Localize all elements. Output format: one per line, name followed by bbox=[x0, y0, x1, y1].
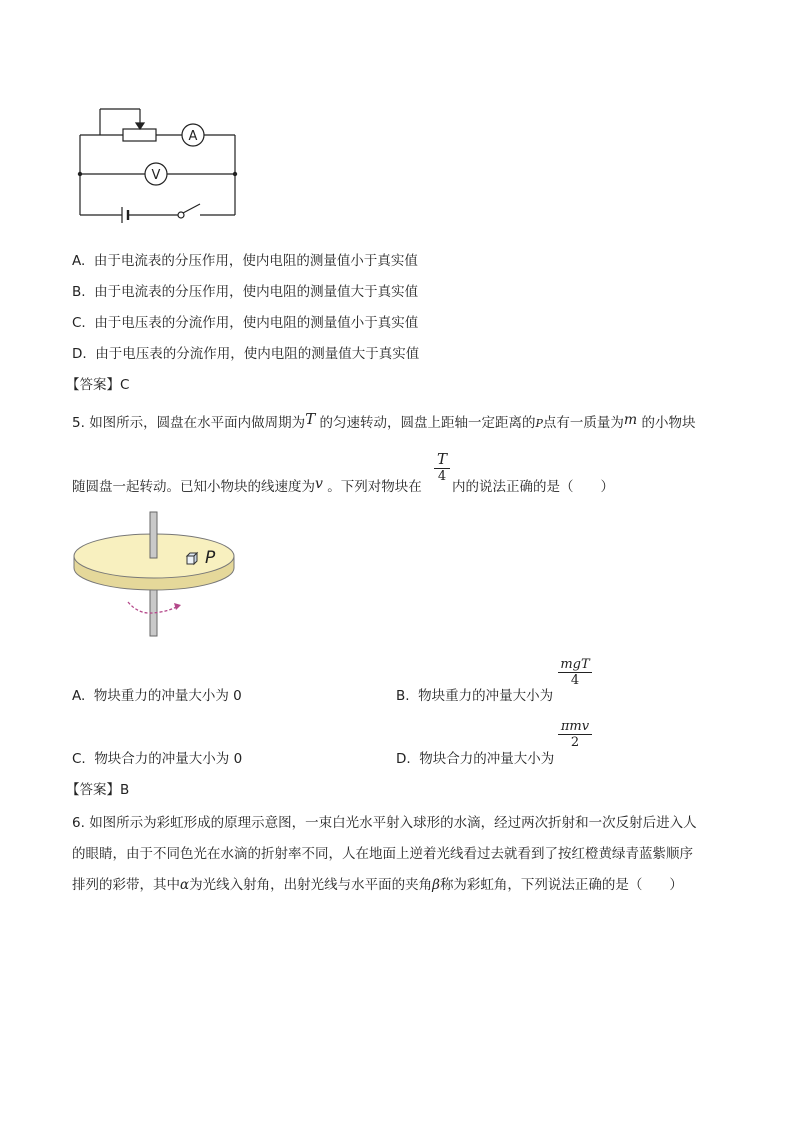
q4-answer: 【答案】C bbox=[66, 377, 130, 393]
q5-option-b: B. 物块重力的冲量大小为 bbox=[396, 688, 554, 704]
svg-text:P: P bbox=[205, 548, 216, 568]
svg-text:V: V bbox=[151, 168, 161, 183]
q5-option-a: A. 物块重力的冲量大小为 0 bbox=[72, 688, 242, 704]
ammeter-symbol bbox=[182, 124, 204, 146]
q4-option-a: A. 由于电流表的分压作用，使内电阻的测量值小于真实值 bbox=[72, 253, 418, 269]
q5-fraction-t-over-4: T 4 bbox=[434, 450, 450, 484]
q5-answer: 【答案】B bbox=[66, 782, 130, 798]
q6-stem-line3: 排列的彩带，其中α为光线入射角，出射光线与水平面的夹角β称为彩虹角，下列说法正确的是（ ） bbox=[72, 877, 683, 893]
q5-option-c: C. 物块合力的冲量大小为 0 bbox=[72, 751, 243, 767]
q6-stem-line2: 的眼睛，由于不同色光在水滴的折射率不同，人在地面上逆着光线看过去就看到了按红橙黄绿青蓝紫顺序 bbox=[72, 846, 693, 862]
q5-stem-line2: 随圆盘一起转动。已知小物块的线速度为v 。下列对物块在 bbox=[72, 476, 422, 495]
q4-option-c: C. 由于电压表的分流作用，使内电阻的测量值小于真实值 bbox=[72, 315, 419, 331]
rotating-disk-figure bbox=[70, 510, 250, 640]
q6-stem-line1: 6. 如图所示为彩虹形成的原理示意图，一束白光水平射入球形的水滴，经过两次折射和一次反射后进入人 bbox=[72, 815, 697, 831]
q5-option-d: D. 物块合力的冲量大小为 bbox=[396, 751, 555, 767]
q5-stem-line1: 5. 如图所示，圆盘在水平面内做周期为T 的匀速转动，圆盘上距轴一定距离的P点有一质量为m 的小物块 bbox=[72, 410, 696, 431]
voltmeter-symbol bbox=[145, 163, 167, 185]
q4-option-d: D. 由于电压表的分流作用，使内电阻的测量值大于真实值 bbox=[72, 346, 420, 362]
q5-option-d-fraction: πmv 2 bbox=[558, 719, 592, 750]
q5-option-b-fraction: mgT 4 bbox=[558, 657, 592, 688]
block-p bbox=[187, 553, 197, 564]
svg-text:A: A bbox=[188, 129, 198, 144]
circuit-diagram bbox=[70, 100, 250, 225]
q4-option-b: B. 由于电流表的分压作用，使内电阻的测量值大于真实值 bbox=[72, 284, 419, 300]
q5-stem-line2-end: 内的说法正确的是（ ） bbox=[452, 479, 614, 495]
